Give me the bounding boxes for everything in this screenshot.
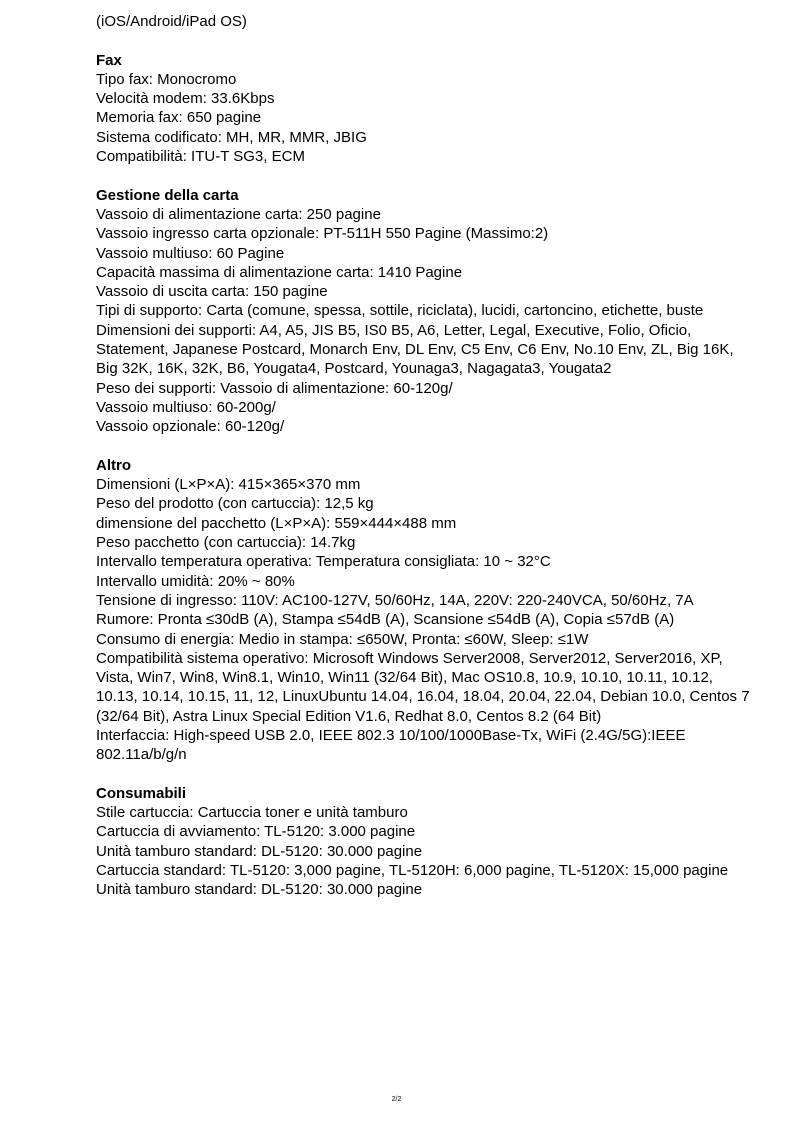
- spec-line: Compatibilità sistema operativo: Microsoft Windows Server2008, Server2012, Server2016, XP, Vista, Win7, Win8, Win8.1, Win10, Win11 (32/64 Bit), Mac OS10.8, 10.9, 10.10, 10.11, 10.12, 10.13, 10.14, 10.15, 11, 12, LinuxUbuntu 14.04, 16.04, 18.04, 20.04, 22.04, Debian 10.0, Centos 7 (32/64 Bit), Astra Linux Special Edition V1.6, Redhat 8.0, Centos 8.2 (64 Bit): [96, 649, 750, 725]
- spec-line: Dimensioni (L×P×A): 415×365×370 mm: [96, 476, 361, 494]
- spec-line: Unità tamburo standard: DL-5120: 30.000 pagine: [96, 881, 423, 899]
- section-heading: Gestione della carta: [96, 186, 239, 204]
- spec-line: Compatibilità: ITU-T SG3, ECM: [96, 148, 305, 166]
- spec-line: Consumo di energia: Medio in stampa: ≤650W, Pronta: ≤60W, Sleep: ≤1W: [96, 630, 589, 648]
- spec-line: Velocità modem: 33.6Kbps: [96, 90, 275, 108]
- spec-line: Vassoio ingresso carta opzionale: PT-511H 550 Pagine (Massimo:2): [96, 225, 549, 243]
- spec-line: Peso pacchetto (con cartuccia): 14.7kg: [96, 534, 356, 552]
- spec-line: dimensione del pacchetto (L×P×A): 559×444×488 mm: [96, 514, 457, 532]
- spec-line: Unità tamburo standard: DL-5120: 30.000 pagine: [96, 842, 423, 860]
- spec-line: Vassoio opzionale: 60-120g/: [96, 418, 285, 436]
- spec-line: Interfaccia: High-speed USB 2.0, IEEE 802.3 10/100/1000Base-Tx, WiFi (2.4G/5G):IEEE 802.11a/b/g/n: [96, 726, 686, 764]
- spec-line: Tipi di supporto: Carta (comune, spessa, sottile, riciclata), lucidi, cartoncino, etichette, buste: [96, 302, 704, 320]
- spec-line: Cartuccia di avviamento: TL-5120: 3.000 pagine: [96, 823, 416, 841]
- section-heading: Consumabili: [96, 784, 187, 802]
- spec-line: Vassoio multiuso: 60-200g/: [96, 398, 276, 416]
- spec-line: Rumore: Pronta ≤30dB (A), Stampa ≤54dB (A), Scansione ≤54dB (A), Copia ≤57dB (A): [96, 611, 675, 629]
- section-heading: Altro: [96, 456, 131, 474]
- page-number: 2/2: [391, 1096, 402, 1103]
- section-consumables: [96, 784, 756, 900]
- spec-line: Cartuccia standard: TL-5120: 3,000 pagine, TL-5120H: 6,000 pagine, TL-5120X: 15,000 pagine: [96, 862, 729, 880]
- intro-line: (iOS/Android/iPad OS): [96, 13, 247, 30]
- spec-line: Tensione di ingresso: 110V: AC100-127V, 50/60Hz, 14A, 220V: 220-240VCA, 50/60Hz, 7A: [96, 591, 694, 609]
- spec-line: Memoria fax: 650 pagine: [96, 109, 262, 127]
- spec-line: Intervallo umidità: 20% ~ 80%: [96, 572, 295, 590]
- section-heading: Fax: [96, 51, 122, 69]
- spec-line: Intervallo temperatura operativa: Temperatura consigliata: 10 ~ 32°C: [96, 553, 551, 571]
- spec-line: Tipo fax: Monocromo: [96, 70, 237, 88]
- spec-line: Sistema codificato: MH, MR, MMR, JBIG: [96, 128, 367, 146]
- spec-line: Dimensioni dei supporti: A4, A5, JIS B5, IS0 B5, A6, Letter, Legal, Executive, Folio, Oficio, Statement, Japanese Postcard, Monarch Env, DL Env, C5 Env, C6 Env, No.10 Env, ZL, Big 16K, Big 32K, 16K, 32K, B6, Yougata4, Postcard, Younaga3, Nagagata3, Yougata2: [96, 321, 734, 378]
- spec-line: Vassoio multiuso: 60 Pagine: [96, 244, 285, 262]
- spec-line: Capacità massima di alimentazione carta: 1410 Pagine: [96, 263, 463, 281]
- spec-line: Vassoio di uscita carta: 150 pagine: [96, 283, 328, 301]
- section-other: [96, 456, 756, 765]
- section-paper-handling: [96, 186, 756, 437]
- section-fax: [96, 51, 756, 167]
- spec-line: Vassoio di alimentazione carta: 250 pagine: [96, 205, 381, 223]
- spec-line: Peso del prodotto (con cartuccia): 12,5 kg: [96, 495, 374, 513]
- spec-line: Stile cartuccia: Cartuccia toner e unità tamburo: [96, 804, 408, 822]
- document-body: [96, 12, 756, 900]
- spec-line: Peso dei supporti: Vassoio di alimentazione: 60-120g/: [96, 379, 453, 397]
